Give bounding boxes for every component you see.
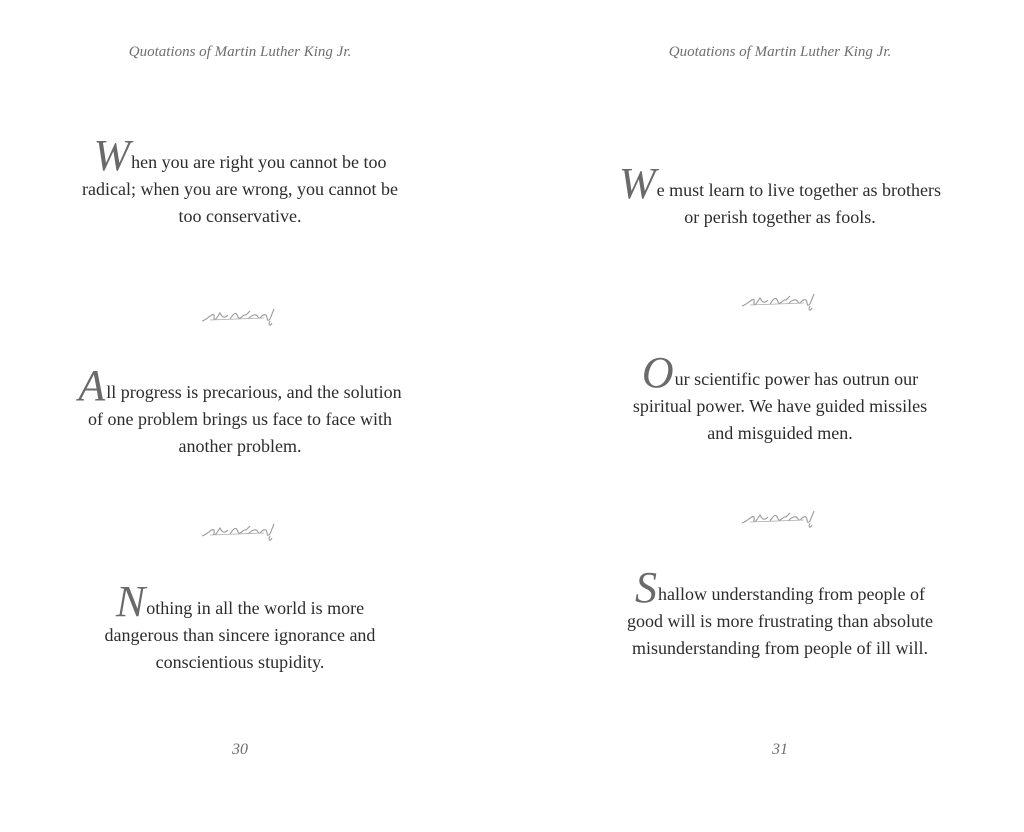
right-page	[540, 0, 1020, 832]
page-number: 30	[232, 741, 248, 758]
quote-3	[540, 563, 1020, 662]
quote-line: ll progress is precarious, and the solution	[106, 382, 402, 402]
running-head: Quotations of Martin Luther King Jr.	[668, 44, 892, 60]
quote-line: dangerous than sincere ignorance and	[104, 625, 376, 645]
quote-1	[0, 131, 480, 230]
quote-line: good will is more frustrating than absolute	[627, 611, 933, 631]
quote-2	[0, 361, 480, 460]
quote-line: ur scientific power has outrun our	[674, 369, 919, 389]
dropcap: S	[635, 563, 658, 612]
quote-line: hen you are right you cannot be too	[131, 152, 387, 172]
quote-line: of one problem brings us face to face with	[88, 409, 392, 429]
dropcap: A	[78, 361, 106, 410]
quote-line: radical; when you are wrong, you cannot be	[82, 179, 398, 199]
dropcap: W	[618, 159, 656, 208]
quote-1	[540, 159, 1020, 231]
quote-line: e must learn to live together as brothers	[656, 180, 942, 200]
signature-icon	[740, 288, 820, 314]
quote-line: spiritual power. We have guided missiles	[632, 396, 928, 416]
quote-line: too conservative.	[178, 206, 302, 226]
quote-line: othing in all the world is more	[146, 598, 365, 618]
quote-line: another problem.	[178, 436, 302, 456]
quote-line: misunderstanding from people of ill will.	[632, 638, 928, 658]
signature-icon	[200, 303, 280, 329]
signature-icon	[200, 518, 280, 544]
page-number: 31	[772, 741, 788, 758]
dropcap: O	[641, 348, 674, 397]
quote-line: and misguided men.	[707, 423, 853, 443]
running-head: Quotations of Martin Luther King Jr.	[128, 44, 352, 60]
dropcap: N	[115, 577, 146, 626]
quote-line: or perish together as fools.	[684, 207, 876, 227]
quote-2	[540, 348, 1020, 447]
signature-icon	[740, 505, 820, 531]
left-page	[0, 0, 480, 832]
quote-3	[0, 577, 480, 676]
quote-line: hallow understanding from people of	[658, 584, 925, 604]
quote-line: conscientious stupidity.	[155, 652, 325, 672]
dropcap: W	[93, 131, 131, 180]
